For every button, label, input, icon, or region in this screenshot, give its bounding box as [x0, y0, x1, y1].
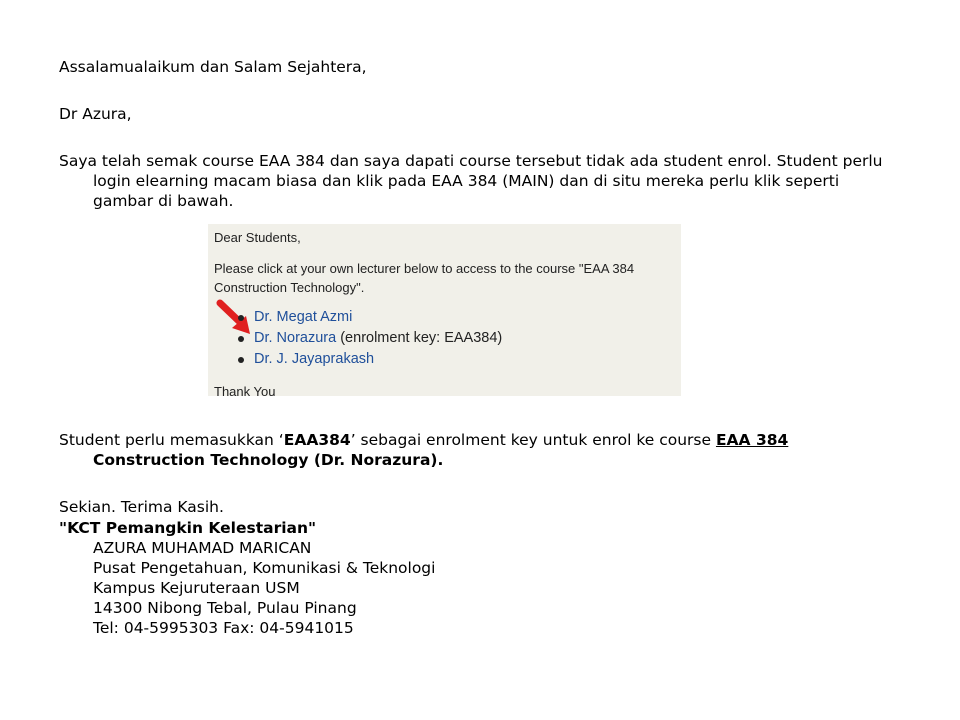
lecturer-link[interactable]: Dr. Megat Azmi [254, 309, 353, 325]
lecturer-note: (enrolment key: EAA384) [336, 330, 503, 346]
course-name: Construction Technology (Dr. Norazura). [93, 451, 444, 469]
screenshot-salutation: Dear Students, [214, 230, 301, 245]
body-paragraph-2 [59, 430, 903, 470]
bullet-icon [238, 315, 244, 321]
signature-block [59, 518, 435, 638]
signature-dept: Pusat Pengetahuan, Komunikasi & Teknologi [93, 559, 436, 577]
greeting: Assalamualaikum dan Salam Sejahtera, [59, 58, 367, 76]
lecturer-link[interactable]: Dr. J. Jayaprakash [254, 351, 375, 367]
bullet-icon [238, 336, 244, 342]
signature-campus: Kampus Kejuruteraan USM [93, 579, 300, 597]
bullet-icon [238, 357, 244, 363]
lecturer-link[interactable]: Dr. Norazura [254, 330, 337, 346]
body2-suffix: ’ sebagai enrolment key untuk enrol ke course [350, 431, 712, 449]
closing: Sekian. Terima Kasih. [59, 498, 224, 516]
lecturer-item[interactable] [208, 349, 502, 370]
lecturer-item[interactable] [208, 328, 502, 349]
signature-contact: Tel: 04-5995303 Fax: 04-5941015 [93, 619, 354, 637]
lecturer-item[interactable] [208, 307, 502, 328]
signature-address: 14300 Nibong Tebal, Pulau Pinang [93, 599, 357, 617]
recipient: Dr Azura, [59, 105, 132, 123]
body-paragraph-1: Saya telah semak course EAA 384 dan saya dapati course tersebut tidak ada student enrol. Student perlu login elearning macam biasa dan klik pada EAA 384 (MAIN) dan di situ mereka perlu klik seperti gambar di bawah. [59, 152, 883, 210]
lecturer-list [208, 307, 502, 370]
signature-name: AZURA MUHAMAD MARICAN [93, 539, 312, 557]
screenshot-instruction-line-2: Construction Technology". [214, 280, 365, 295]
enrolment-key: EAA384 [283, 431, 351, 449]
screenshot-instruction-line-1: Please click at your own lecturer below to access to the course "EAA 384 [214, 261, 635, 276]
body2-prefix: Student perlu memasukkan ‘ [59, 431, 284, 449]
embedded-screenshot [208, 224, 681, 399]
course-code: EAA 384 [715, 431, 789, 449]
signature-motto: "KCT Pemangkin Kelestarian" [59, 519, 317, 537]
screenshot-closing: Thank You [214, 384, 276, 399]
